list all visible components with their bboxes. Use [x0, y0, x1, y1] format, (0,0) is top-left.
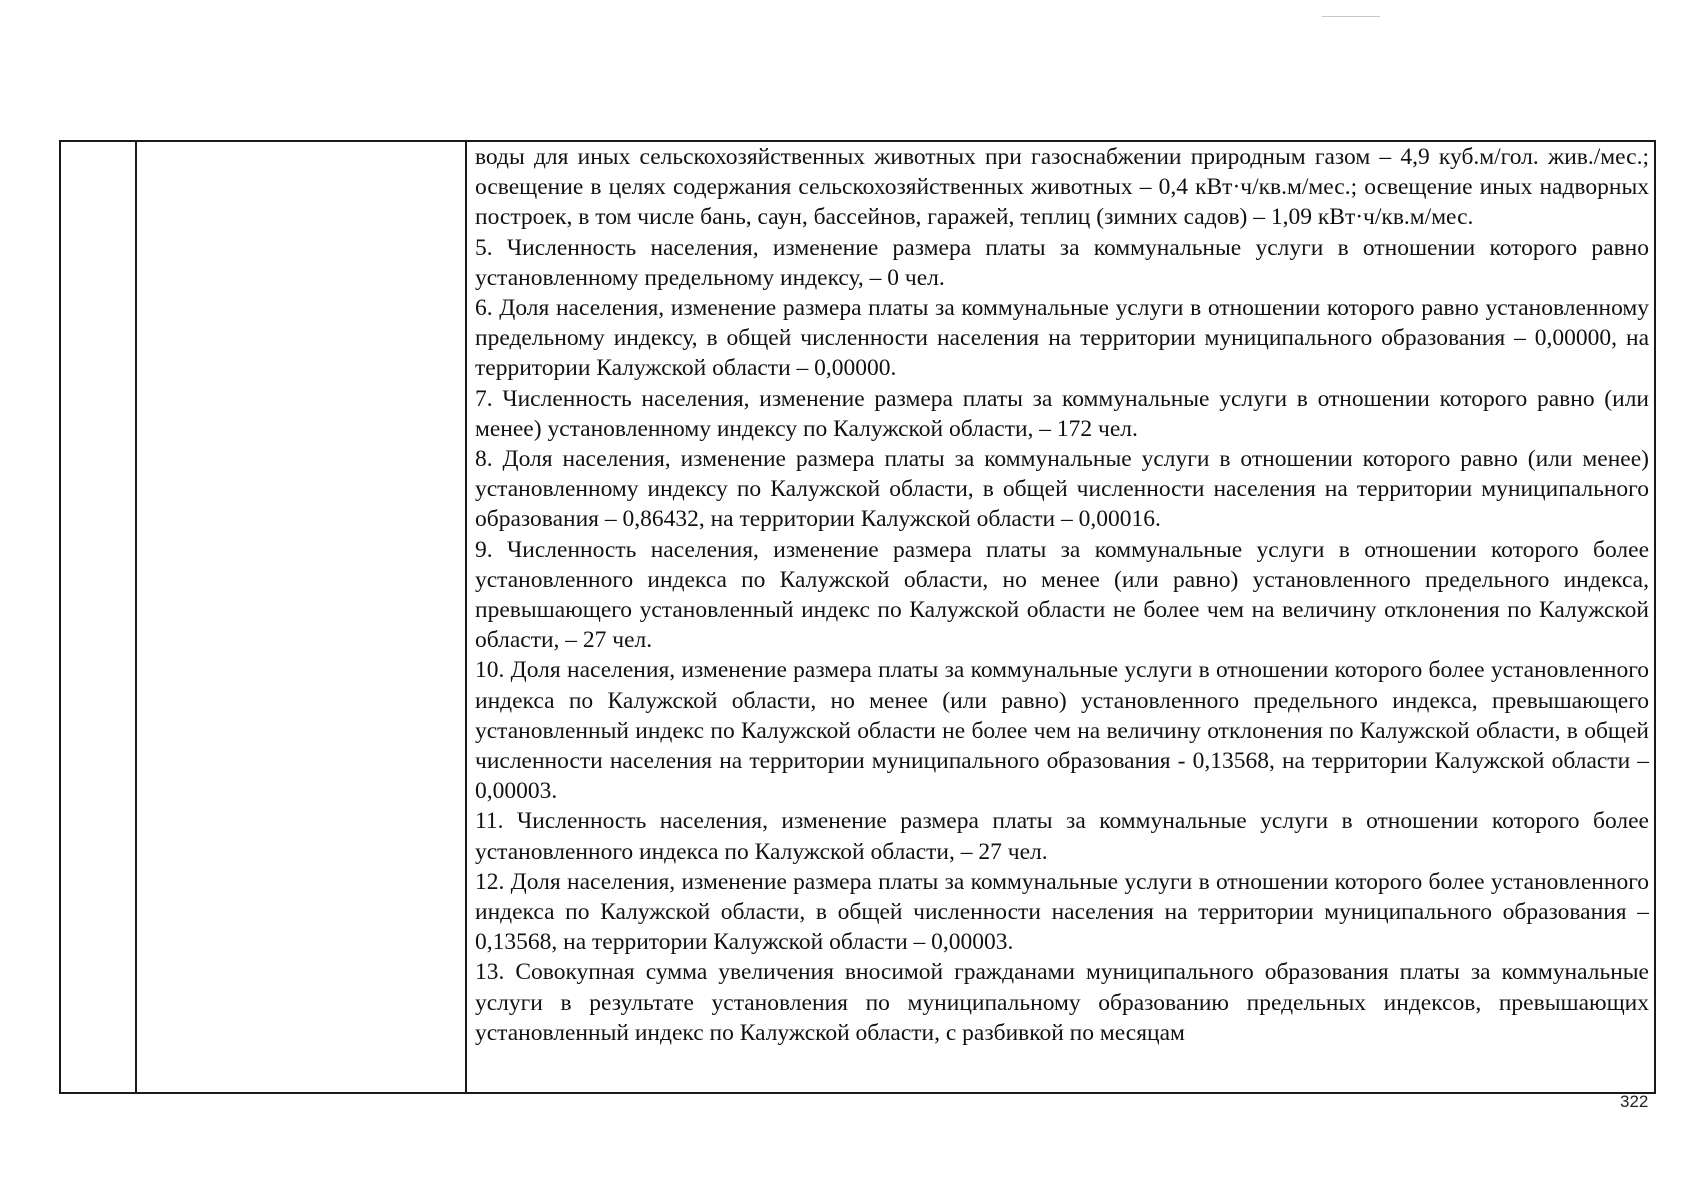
document-table	[59, 140, 1656, 1094]
paragraph-continuation: воды для иных сельскохозяйственных животных при газоснабжении природным газом – 4,9 куб.м/гол. жив./мес.; освещение в целях содержания сельскохозяйственных животных – 0,4 кВт·ч/кв.м/мес.; освещение иных надворных построек, в том числе бань, саун, бассейнов, гаражей, теплиц (зимних садов) – 1,09 кВт·ч/кв.м/мес.	[475, 144, 1649, 231]
table-text-cell	[475, 142, 1649, 1092]
table-column-divider-1	[135, 142, 137, 1092]
paragraph-item-9: 9. Численность населения, изменение размера платы за коммунальные услуги в отношении которого более установленного индекса по Калужской области, но менее (или равно) установленного предельного индекса, превышающего установленный индекс по Калужской области не более чем на величину отклонения по Калужской области, – 27 чел.	[475, 536, 1649, 654]
paragraph-item-10: 10. Доля населения, изменение размера платы за коммунальные услуги в отношении которого более установленного индекса по Калужской области, но менее (или равно) установленного предельного индекса, превышающего установленный индекс по Калужской области не более чем на величину отклонения по Калужской области, в общей численности населения на территории муниципального образования - 0,13568, на территории Калужской области – 0,00003.	[475, 657, 1649, 805]
paragraph-item-5: 5. Численность населения, изменение размера платы за коммунальные услуги в отношении которого равно установленному предельному индексу, – 0 чел.	[475, 234, 1649, 291]
table-column-divider-2	[465, 142, 467, 1092]
paragraph-item-7: 7. Численность населения, изменение размера платы за коммунальные услуги в отношении которого равно (или менее) установленному индексу по Калужской области, – 172 чел.	[475, 385, 1649, 442]
paragraph-item-8: 8. Доля населения, изменение размера платы за коммунальные услуги в отношении которого равно (или менее) установленному индексу по Калужской области, в общей численности населения на территории муниципального образования – 0,86432, на территории Калужской области – 0,00016.	[475, 446, 1649, 533]
paragraph-item-12: 12. Доля населения, изменение размера платы за коммунальные услуги в отношении которого более установленного индекса по Калужской области, в общей численности населения на территории муниципального образования – 0,13568, на территории Калужской области – 0,00003.	[475, 868, 1649, 956]
scan-mark	[1322, 16, 1380, 17]
page-number: 322	[1620, 1092, 1649, 1111]
paragraph-item-6: 6. Доля населения, изменение размера платы за коммунальные услуги в отношении которого равно установленному предельному индексу, в общей численности населения на территории муниципального образования – 0,00000, на территории Калужской области – 0,00000.	[475, 295, 1649, 382]
paragraph-item-11: 11. Численность населения, изменение размера платы за коммунальные услуги в отношении которого более установленного индекса по Калужской области, – 27 чел.	[475, 808, 1649, 865]
paragraph-item-13: 13. Совокупная сумма увеличения вносимой гражданами муниципального образования платы за коммунальные услуги в результате установления по муниципальному образованию предельных индексов, превышающих установленный индекс по Калужской области, с разбивкой по месяцам	[475, 959, 1649, 1046]
